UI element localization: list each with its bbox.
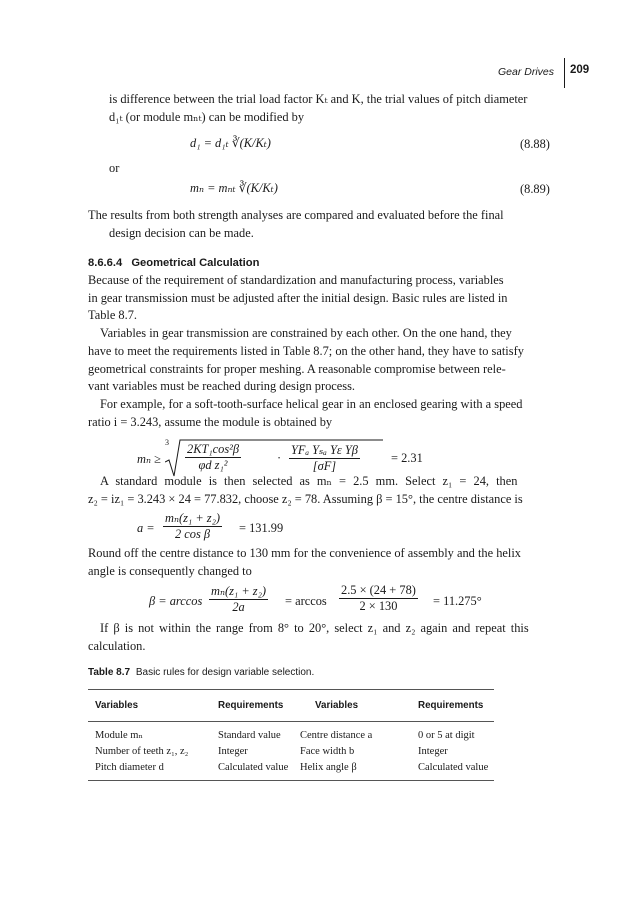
table-cell: Centre distance a (300, 730, 373, 741)
table-cell: Helix angle β (300, 762, 357, 773)
module-eq-num2: YFₐ Yₛₐ Yε Yβ (291, 443, 358, 457)
para8-line2: calculation. (88, 639, 146, 653)
table-cell: 0 or 5 at digit (418, 730, 475, 741)
table-header-rule (88, 721, 494, 722)
para5-line2: ratio i = 3.243, assume the module is obtained by (88, 415, 333, 429)
table-row (95, 728, 143, 744)
table-caption (88, 667, 314, 678)
para6-line1: A standard module is then selected as mₙ = 2.5 mm. Select z₁ = 24, then (100, 474, 518, 488)
module-eq-num1: 2KT₁cos²β (187, 442, 240, 456)
beta-eq-result: = 11.275° (433, 594, 482, 608)
table-cell: Pitch diameter d (95, 762, 164, 773)
para4-line1: Variables in gear transmission are constrained by each other. On the one hand, they (100, 326, 512, 340)
table-cell: Face width b (300, 746, 355, 757)
table-label: Table 8.7 (88, 667, 131, 678)
table-cell: Number of teeth z₁, z₂ (95, 746, 189, 757)
para2-line2: design decision can be made. (109, 226, 254, 240)
equation-8-88: d₁ = d₁ₜ ∛(K/Kₜ) (190, 136, 271, 150)
centre-eq-num: mₙ(z₁ + z₂) (165, 511, 221, 525)
para4-line3: geometrical constraints for proper meshing. A reasonable compromise between rele- (88, 362, 506, 376)
table-cell: Standard value (218, 730, 281, 741)
para1-line1: is difference between the trial load factor Kₜ and K, the trial values of pitch diameter (109, 92, 528, 106)
para7-line1: Round off the centre distance to 130 mm for the convenience of assembly and the helix (88, 546, 521, 560)
beta-eq-lhs: β = arccos (149, 594, 203, 608)
module-eq-den1: φd z₁² (198, 458, 228, 472)
beta-eq-num1: mₙ(z₁ + z₂) (211, 584, 267, 598)
equation-number-8-88: (8.88) (520, 137, 550, 151)
centre-eq-fraction (163, 510, 222, 542)
para3-line3: Table 8.7. (88, 308, 138, 322)
module-eq-fraction-1 (185, 442, 241, 473)
table-cell: Calculated value (418, 762, 489, 773)
module-eq-lhs: mₙ ≥ (137, 452, 161, 466)
centre-eq-result: = 131.99 (239, 521, 284, 535)
para4-line2: have to meet the requirements listed in Table 8.7; on the other hand, they have to satisfy (88, 344, 524, 358)
para3-line1: Because of the requirement of standardization and manufacturing process, variables (88, 273, 504, 287)
or-word: or (109, 161, 120, 175)
para2-line1: The results from both strength analyses are compared and evaluated before the final (88, 208, 504, 222)
para3-line2: in gear transmission must be adjusted after the initial design. Basic rules are listed in (88, 291, 508, 305)
section-number: 8.6.6.4 (88, 257, 123, 269)
module-eq-den2: [σF] (312, 459, 337, 473)
equation-8-89: mₙ = mₙₜ ∛(K/Kₜ) (190, 181, 278, 195)
para4-line4: vant variables must be reached during design process. (88, 379, 356, 393)
table-top-rule (88, 689, 494, 690)
running-title: Gear Drives (498, 66, 555, 78)
table-cell: Calculated value (218, 762, 289, 773)
para5-line1: For example, for a soft-tooth-surface helical gear in an enclosed gearing with a speed (100, 397, 523, 411)
beta-eq-den2: 2 × 130 (359, 599, 398, 613)
table-caption-text: Basic rules for design variable selection. (135, 667, 315, 678)
table-bottom-rule (88, 780, 494, 781)
table-header-cell: Variables (95, 700, 139, 711)
centre-eq-den: 2 cos β (174, 527, 211, 541)
equation-number-8-89: (8.89) (520, 182, 550, 196)
table-header-cell: Requirements (418, 700, 484, 711)
multiply-dot: · (277, 451, 282, 465)
table-cell: Module mₙ (95, 730, 143, 741)
beta-eq-fraction-2 (339, 583, 418, 614)
table-cell: Integer (418, 746, 448, 757)
para8-line1: If β is not within the range from 8° to 20°, select z₁ and z₂ again and repeat this (100, 621, 529, 635)
centre-eq-lhs: a = (137, 521, 155, 535)
module-eq-root-index: 3 (165, 438, 169, 447)
beta-eq-mid: = arccos (285, 594, 327, 608)
table-header-row (88, 700, 494, 714)
table-row (95, 744, 188, 760)
section-title: Geometrical Calculation (131, 257, 260, 269)
table-header-cell: Requirements (218, 700, 284, 711)
table-header-cell: Variables (315, 700, 359, 711)
beta-eq-num2: 2.5 × (24 + 78) (341, 583, 416, 597)
section-heading (88, 257, 259, 269)
module-eq-result: = 2.31 (391, 451, 423, 465)
beta-eq-fraction-1 (209, 583, 268, 615)
para1-line2: d₁ₜ (or module mₙₜ) can be modified by (109, 110, 305, 124)
header-divider (564, 58, 565, 88)
para7-line2: angle is consequently changed to (88, 564, 252, 578)
page-number: 209 (570, 64, 590, 76)
table-cell: Integer (218, 746, 248, 757)
equation-helix-angle (149, 583, 482, 621)
module-eq-fraction-2 (289, 442, 360, 474)
table-row (95, 760, 164, 776)
beta-eq-den1: 2a (232, 600, 245, 614)
para6-line2: z₂ = iz₁ = 3.243 × 24 = 77.832, choose z₂ = 78. Assuming β = 15°, the centre distance is (88, 492, 523, 506)
equation-centre-distance (137, 510, 337, 548)
